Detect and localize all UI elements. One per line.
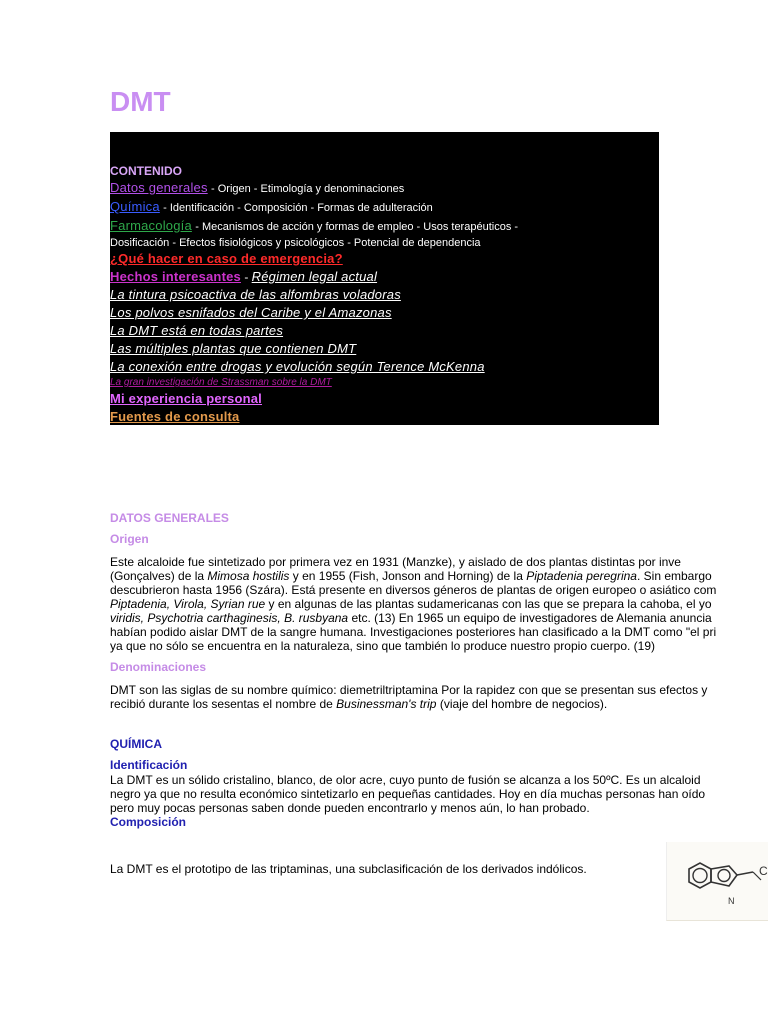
denom-line-1: DMT son las siglas de su nombre químico: diemetriltriptamina Por la rapidez con que se presentan sus efectos y (110, 683, 708, 697)
toc-row-quimica (110, 198, 659, 217)
toc-link-plantas[interactable]: Las múltiples plantas que contienen DMT (110, 341, 357, 356)
toc-link-experiencia-personal[interactable]: Mi experiencia personal (110, 391, 262, 406)
toc-row-datos (110, 179, 659, 198)
toc-link-polvos[interactable]: Los polvos esnifados del Caribe y el Amazonas (110, 305, 392, 320)
composicion-text: La DMT es el prototipo de las triptaminas, una subclasificación de los derivados indólicos. (110, 862, 587, 876)
origen-line-5: viridis, Psychotria carthaginesis, B. rusbyana etc. (13) En 1965 un equipo de investigadores de Alemania anuncia (110, 611, 712, 625)
origen-line-6: habían podido aislar DMT de la sangre humana. Investigaciones posteriores han clasificado a la DMT como "el pri (110, 625, 717, 639)
origen-paragraph (110, 555, 768, 653)
ident-line-2: negro ya que no resulta económico sintetizarlo en pequeñas cantidades. Hoy en día muchas personas han oído (110, 787, 706, 801)
denominaciones-paragraph (110, 683, 768, 711)
section-title-datos-generales: DATOS GENERALES (110, 511, 229, 525)
origen-line-7: ya que no sólo se encuentra en la naturaleza, sino que también lo produce nuestro propio cuerpo. (19) (110, 639, 656, 653)
toc-separator: - (244, 270, 249, 284)
toc-farmacologia-subtopics: - Mecanismos de acción y formas de empleo - Usos terapéuticos - (195, 221, 519, 233)
origen-line-1: Este alcaloide fue sintetizado por primera vez en 1931 (Manzke), y aislado de dos plantas distintas por inve (110, 555, 681, 569)
ident-line-3: pero muy pocas personas saben donde pueden encontrarlo y menos aún, lo han probado. (110, 801, 590, 815)
origen-line-2: (Gonçalves) de la Mimosa hostilis y en 1955 (Fish, Jonson and Horning) de la Piptadenia peregrina. Sin embargo (110, 569, 712, 583)
section-title-quimica: QUÍMICA (110, 737, 162, 751)
subsection-title-composicion: Composición (110, 815, 187, 829)
ident-line-1: La DMT es un sólido cristalino, blanco, de olor acre, cuyo punto de fusión se alcanza a los 50ºC. Es un alcaloid (110, 773, 701, 787)
toc-link-conexion-mckenna[interactable]: La conexión entre drogas y evolución según Terence McKenna (110, 359, 485, 374)
toc-link-datos-generales[interactable]: Datos generales (110, 180, 208, 195)
toc-link-quimica[interactable]: Química (110, 199, 160, 214)
toc-quimica-subtopics: - Identificación - Composición - Formas de adulteración (163, 202, 433, 214)
subsection-title-origen: Origen (110, 532, 149, 546)
toc-link-fuentes[interactable]: Fuentes de consulta (110, 409, 240, 424)
indole-structure-icon (667, 842, 768, 920)
toc-link-tintura[interactable]: La tintura psicoactiva de las alfombras voladoras (110, 287, 401, 302)
subsection-title-denominaciones: Denominaciones (110, 660, 207, 674)
origen-line-4: Piptadenia, Virola, Syrian rue y en algunas de las plantas sudamericanas con las que se prepara la cahoba, el yo (110, 597, 712, 611)
toc-link-dmt-todas-partes[interactable]: La DMT está en todas partes (110, 323, 284, 338)
section-datos-generales (110, 511, 768, 711)
toc-row-farmacologia (110, 217, 659, 236)
dmt-molecule-figure (666, 842, 768, 921)
nitrogen-label: N (728, 896, 735, 906)
toc-heading: CONTENIDO (110, 164, 182, 178)
toc-farmacologia-subtopics-2: Dosificación - Efectos fisiológicos y psicológicos - Potencial de dependencia (110, 237, 481, 249)
toc-link-strassman[interactable]: La gran investigación de Strassman sobre la DMT (110, 377, 332, 388)
denom-line-2: recibió durante los sesentas el nombre de Businessman's trip (viaje del hombre de negocios). (110, 697, 608, 711)
toc-link-farmacologia[interactable]: Farmacología (110, 218, 192, 233)
toc-link-regimen-legal[interactable]: Régimen legal actual (251, 269, 378, 284)
toc-link-emergencia[interactable]: ¿Qué hacer en caso de emergencia? (110, 251, 343, 266)
identificacion-paragraph (110, 773, 768, 815)
toc-datos-subtopics: - Origen - Etimología y denominaciones (211, 183, 405, 195)
toc-row-hechos (110, 268, 659, 286)
toc-link-hechos-interesantes[interactable]: Hechos interesantes (110, 269, 241, 284)
subsection-title-identificacion: Identificación (110, 758, 188, 772)
table-of-contents (110, 132, 659, 425)
page-title: DMT (110, 86, 171, 117)
carbon-label: C (759, 864, 768, 878)
origen-line-3: descubrieron hasta 1956 (Szára). Está presente en diversos géneros de plantas de origen europeo o asiático com (110, 583, 717, 597)
